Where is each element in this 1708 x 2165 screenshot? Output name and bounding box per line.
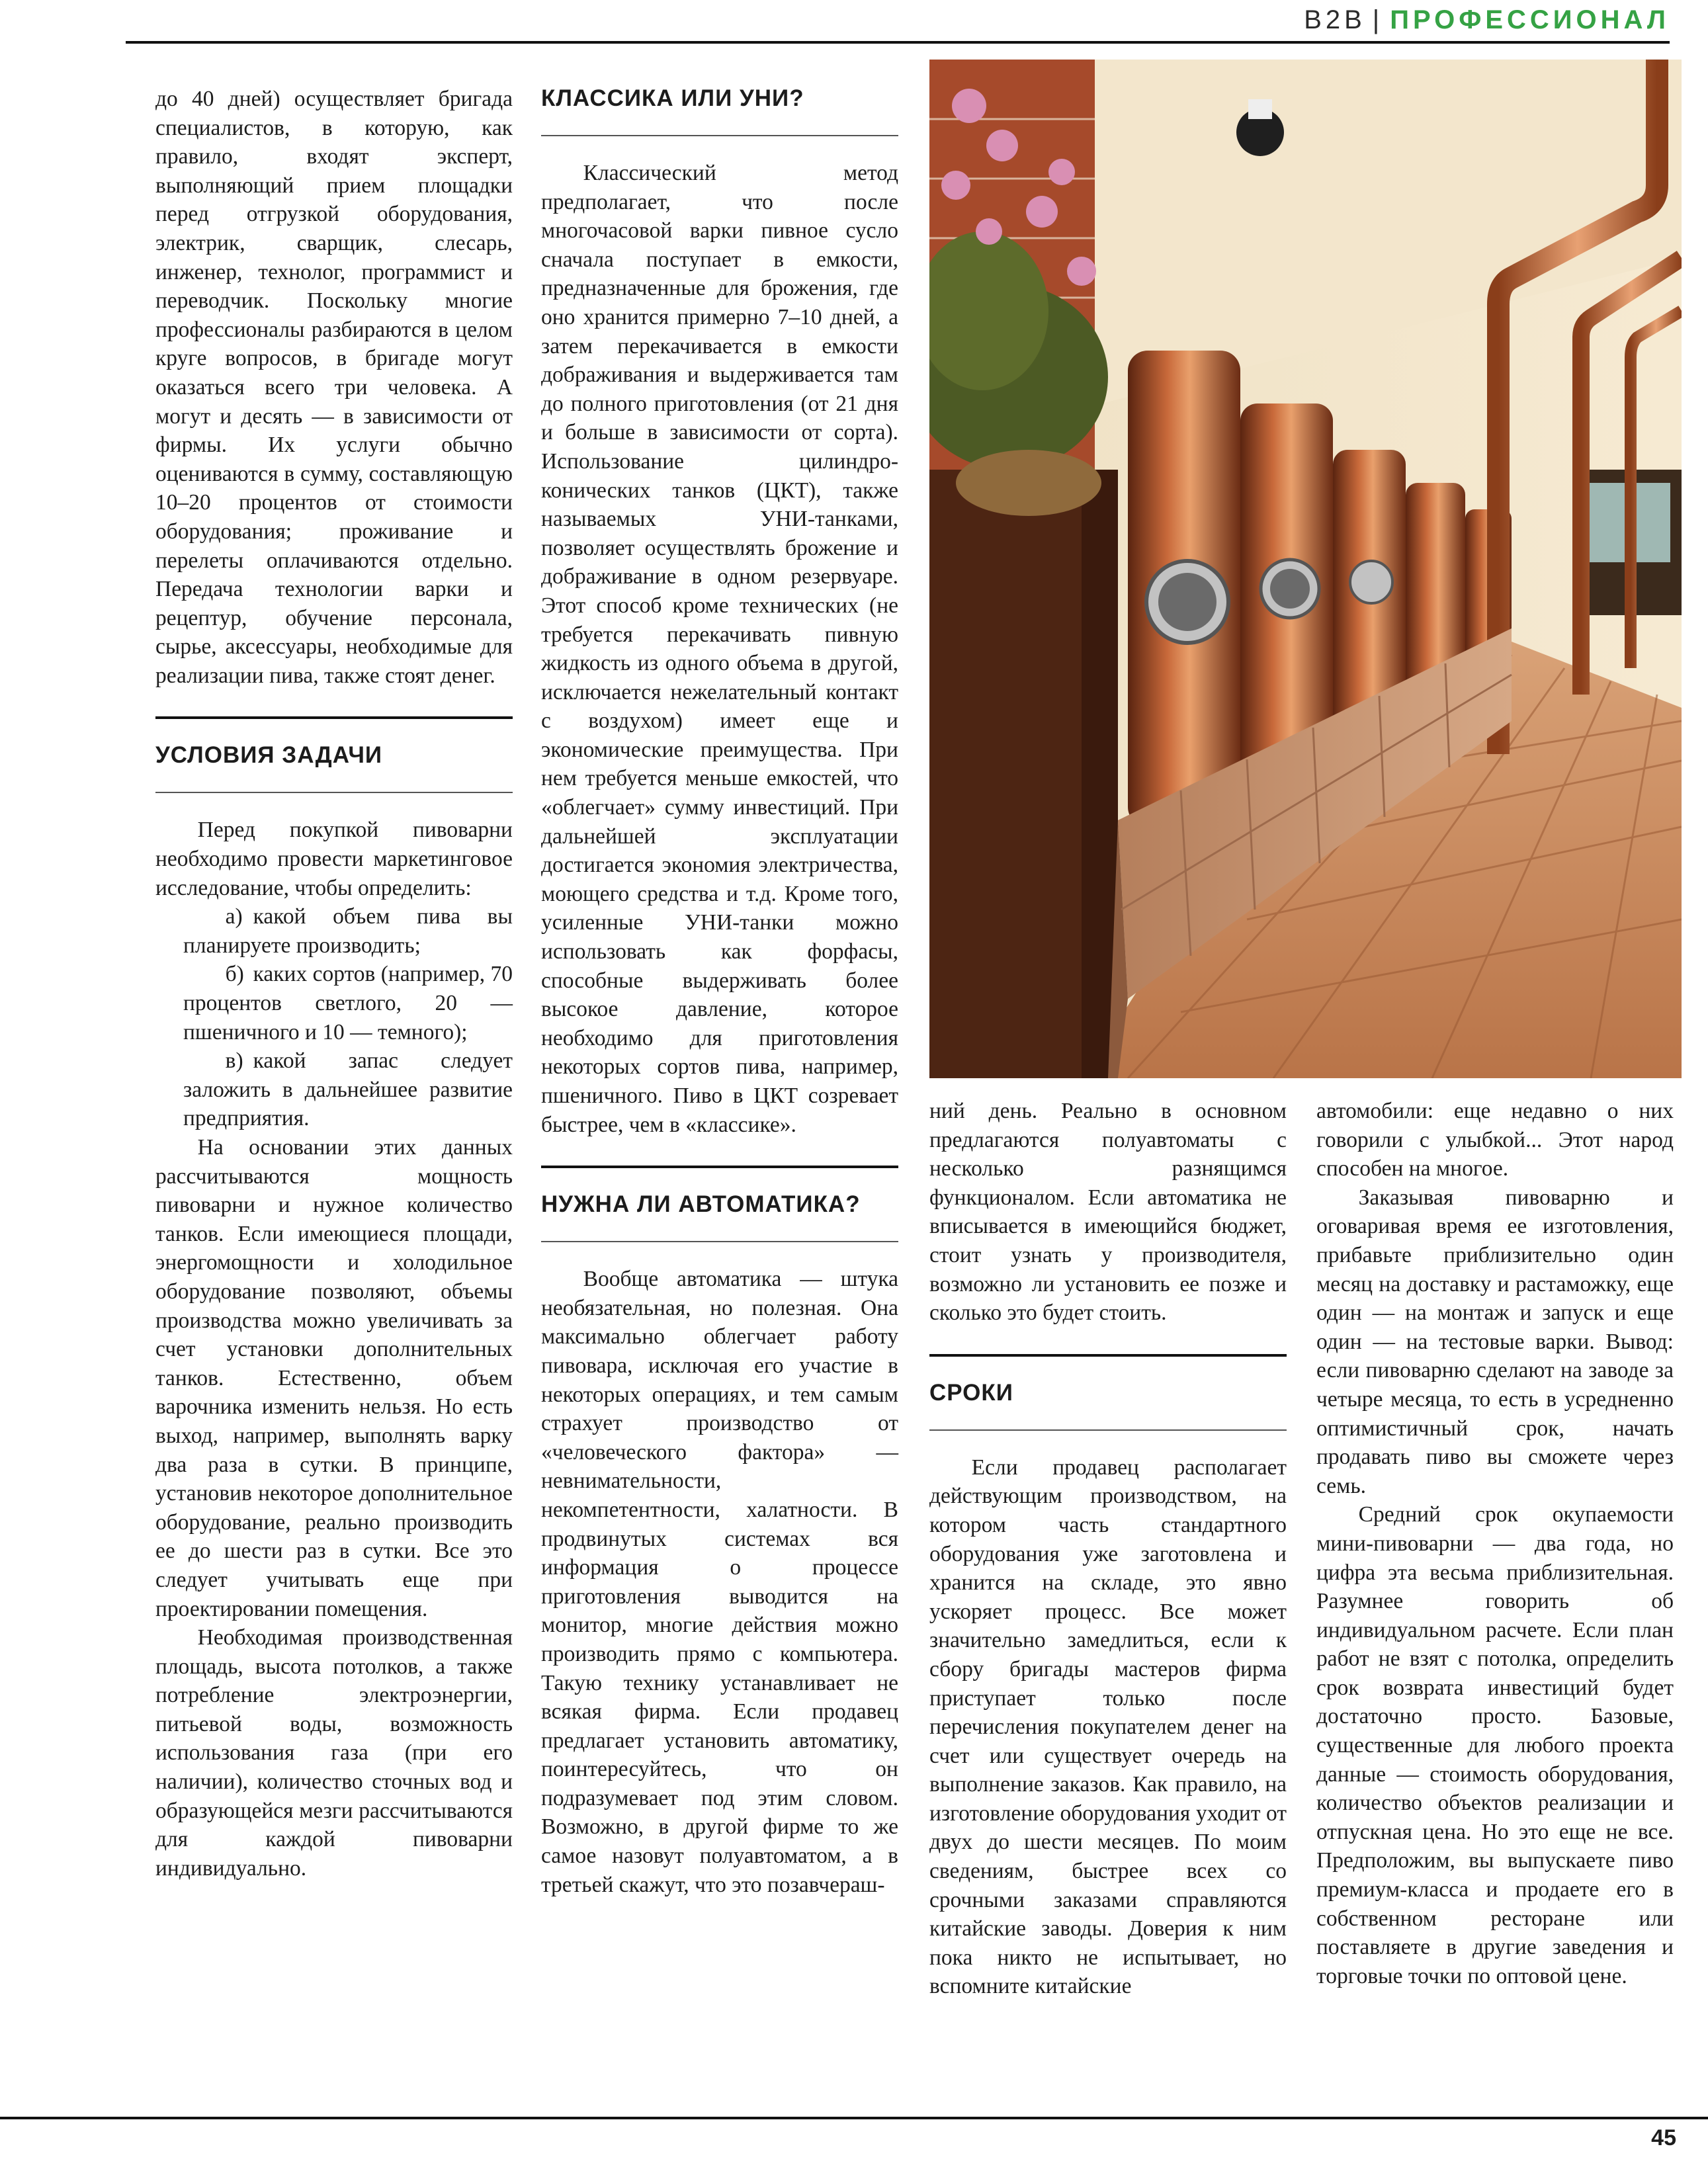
col3-paragraph-1: ний день. Реально в основном предлагаются полуавтоматы с несколько разнящимся функционалом. Если автоматика не вписывается в имеющийся бюджет, стоит узнать у производителя, возможно ли установить ее позже и сколько это будет стоить. — [929, 1099, 1287, 1326]
heading-terms: СРОКИ — [929, 1354, 1287, 1431]
col3-paragraph-2: Если продавец располагает действующим производством, на котором часть стандартного оборудования уже заготовлена и хранится на складе, это явно ускоряет процесс. Все может значительно замедлиться, если к сбору бригады мастеров фирма приступает только после перечисления покупателем денег на счет или существует очередь на выполнение заказов. Как правило, на изготовление оборудования уходит от двух до шести месяцев. По моим сведениям, быстрее всех со срочными заказами справляются китайские заводы. Доверия к ним пока никто не испытывает, но вспомните китайские — [929, 1455, 1287, 1999]
list-item: б) каких сортов (например, 70 процентов светлого, 20 — пшеничного и 10 — темного); — [183, 962, 513, 1044]
header-section-title: ПРОФЕССИОНАЛ — [1390, 5, 1670, 34]
list-item: в) какой запас следует заложить в дальнейшее развитие предприятия. — [183, 1048, 513, 1131]
col1-paragraph-3: На основании этих данных рассчитываются мощность пивоварни и нужное количество танков. Если имеющиеся площади, энергомощности и холодильное оборудование позволяют, объемы производства можно увеличивать за счет установки дополнительных танков. Естественно, объем варочника изменить нельзя. Но есть выход, например, выполнять варку два раза в сутки. В принципе, установив некоторое дополнительное оборудование, реально производить ее до шести раз в сутки. Все это следует учитывать еще при проектировании помещения. — [155, 1135, 513, 1621]
col4-paragraph-2: Заказывая пивоварню и оговаривая время ее изготовления, прибавьте приблизительно один месяц на доставку и растаможку, еще один — на монтаж и запуск и еще один — на тестовые варки. Вывод: если пивоварню сделают на заводе за четыре месяца, то есть в усредненно оптимистичный срок, начать продавать пиво вы сможете через семь. — [1316, 1185, 1674, 1498]
list-item: а) какой объем пива вы планируете производить; — [183, 904, 513, 958]
page-header — [1304, 5, 1670, 35]
col2-paragraph-1: Классический метод предполагает, что после многочасовой варки пивное сусло сначала поступает в емкости, предназначенные для брожения, где оно хранится примерно 7–10 дней, а затем перекачивается в емкости дображивания и выдерживается там до полного приготовления (от 21 дня и больше в зависимости от сорта). Использование цилиндро-конических танков (ЦКТ), также называемых УНИ-танками, позволяет осуществлять брожение и дображивание в одном резервуаре. Этот способ кроме технических (не требуется перекачивать пивную жидкость из одного объема в другой, исключается нежелательный контакт с воздухом) имеет еще и экономические преимущества. При нем требуется меньше емкостей, что «облегчает» сумму инвестиций. При дальнейшей эксплуатации достигается экономия электричества, моющего средства и т.д. Кроме того, усиленные УНИ-танки можно использовать как форфасы, способные выдерживать более высокое давление, которое необходимо для приготовления некоторых сортов пива, например, пшеничного. Пиво в ЦКТ созревает быстрее, чем в «классике». — [541, 161, 898, 1137]
heading-automation: НУЖНА ЛИ АВТОМАТИКА? — [541, 1166, 898, 1242]
header-divider: | — [1372, 5, 1384, 34]
top-rule — [126, 41, 1670, 44]
brewery-photo — [929, 60, 1682, 1078]
page-number: 45 — [1651, 2125, 1676, 2150]
col1-paragraph-1: до 40 дней) осуществляет бригада специалистов, в которую, как правило, входят эксперт, выполняющий прием площадки перед отгрузкой оборудования, электрик, сварщик, слесарь, инженер, технолог, программист и переводчик. Поскольку многие профессионалы разбираются в целом круге вопросов, в бригаде могут оказаться всего три человека. А могут и десять — в зависимости от фирмы. Их услуги обычно оцениваются в сумму, составляющую 10–20 процентов от стоимости оборудования; проживание и перелеты оплачиваются отдельно. Передача технологии варки и рецептур, обучение персонала, сырье, аксессуары, необходимые для реализации пива, также стоят денег. — [155, 87, 513, 688]
bottom-rule — [0, 2117, 1708, 2119]
col4-paragraph-3: Средний срок окупаемости мини-пивоварни — два года, но цифра эта весьма приблизительная. Разумнее говорить об индивидуальном расчете. Если план работ не взят с потолка, определить срок возврата инвестиций будет достаточно просто. Базовые, существенные для любого проекта данные — стоимость оборудования, количество объектов реализации и отпускная цена. Но это еще не все. Предположим, вы выпускаете пиво премиум-класса и продаете его в собственном ресторане или поставляете в другие заведения и торговые точки по оптовой цене. — [1316, 1502, 1674, 1988]
col1-paragraph-4: Необходимая производственная площадь, высота потолков, а также потребление электроэнергии, питьевой воды, возможность использования газа (при его наличии), количество сточных вод и образующейся мезги рассчитываются для каждой пивоварни индивидуально. — [155, 1625, 513, 1881]
column-2 — [541, 85, 898, 1899]
col4-paragraph-1: автомобили: еще недавно о них говорили с улыбкой... Этот народ способен на многое. — [1316, 1099, 1674, 1181]
column-4 — [1316, 1097, 1674, 1990]
header-b2b: B2B — [1304, 5, 1366, 34]
heading-conditions: УСЛОВИЯ ЗАДАЧИ — [155, 716, 513, 793]
col1-paragraph-2: Перед покупкой пивоварни необходимо провести маркетинговое исследование, чтобы определить: — [155, 818, 513, 900]
heading-classic: КЛАССИКА ИЛИ УНИ? — [541, 85, 898, 136]
column-3 — [929, 1097, 1287, 2001]
col2-paragraph-2: Вообще автоматика — штука необязательная, но полезная. Она максимально облегчает работу пивовара, исключая его участие в некоторых операциях, и тем самым страхует производство от «человеческого фактора» — невнимательности, некомпетентности, халатности. В продвинутых системах вся информация о процессе приготовления выводится на монитор, многие действия можно производить прямо с компьютера. Такую технику устанавливает не всякая фирма. Если продавец предлагает установить автоматику, поинтересуйтесь, что он подразумевает под этим словом. Возможно, в другой фирме то же самое назовут полуавтоматом, а в третьей скажут, что это позавчераш- — [541, 1267, 898, 1897]
column-1 — [155, 85, 513, 1883]
